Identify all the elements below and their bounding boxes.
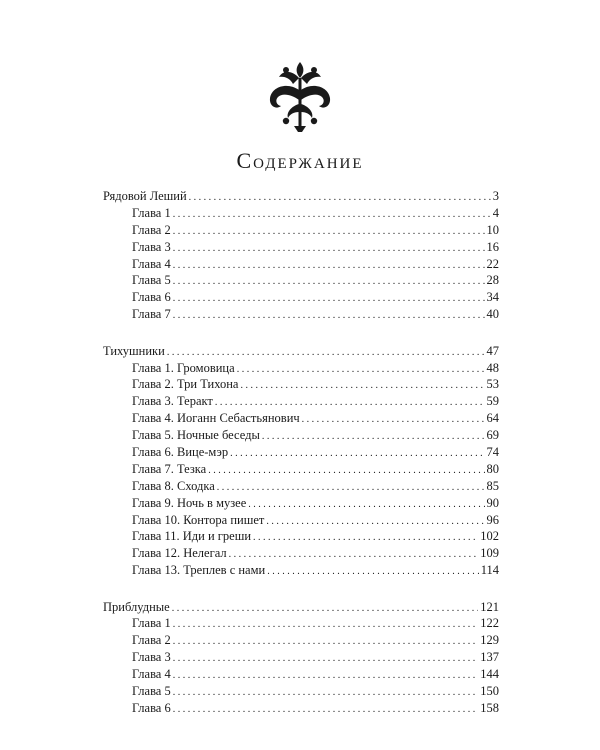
toc-chapter-entry	[103, 700, 499, 717]
decorative-ornament-icon	[266, 60, 334, 132]
toc-entry-label: Глава 2	[132, 633, 171, 648]
toc-section	[103, 343, 499, 579]
toc-entry-label: Рядовой Леший	[103, 189, 187, 203]
toc-entry-page-number: 22	[486, 256, 499, 271]
toc-entry-label: Глава 4	[132, 256, 171, 271]
toc-entry-label: Глава 10. Контора пишет	[132, 512, 265, 527]
dot-leader	[173, 685, 479, 702]
toc-chapter-entry	[103, 562, 499, 579]
toc-chapter-entry	[103, 222, 499, 239]
toc-part-entry	[103, 599, 499, 616]
toc-chapter-entry	[103, 478, 499, 495]
toc-entry-page-number: 47	[486, 343, 499, 358]
toc-entry-label: Глава 5. Ночные беседы	[132, 428, 260, 443]
toc-entry-label: Глава 1. Громовица	[132, 360, 235, 375]
dot-leader	[217, 480, 485, 497]
dot-leader	[208, 463, 484, 480]
toc-chapter-entry	[103, 444, 499, 461]
toc-entry-page-number: 121	[480, 599, 499, 614]
toc-entry-label: Глава 4. Иоганн Себастьянович	[132, 411, 300, 426]
toc-entry-label: Глава 7. Тезка	[132, 461, 207, 476]
dot-leader	[253, 530, 478, 547]
toc-chapter-entry	[103, 256, 499, 273]
toc-entry-page-number: 90	[486, 495, 499, 510]
toc-entry-page-number: 102	[480, 529, 499, 544]
toc-entry-page-number: 69	[486, 428, 499, 443]
table-of-contents	[103, 188, 499, 736]
toc-entry-label: Глава 4	[132, 667, 171, 682]
toc-chapter-entry	[103, 495, 499, 512]
toc-section	[103, 188, 499, 323]
toc-chapter-entry	[103, 289, 499, 306]
dot-leader	[189, 190, 491, 207]
toc-entry-page-number: 85	[486, 478, 499, 493]
dot-leader	[240, 378, 484, 395]
toc-chapter-entry	[103, 239, 499, 256]
dot-leader	[173, 274, 485, 291]
toc-section	[103, 599, 499, 717]
toc-chapter-entry	[103, 649, 499, 666]
toc-entry-label: Глава 3. Теракт	[132, 394, 213, 409]
toc-entry-label: Глава 2. Три Тихона	[132, 377, 239, 392]
toc-entry-page-number: 122	[480, 616, 499, 631]
toc-entry-label: Глава 3	[132, 650, 171, 665]
toc-entry-label: Глава 2	[132, 222, 171, 237]
toc-entry-label: Глава 6. Вице-мэр	[132, 444, 229, 459]
toc-entry-label: Глава 13. Треплев с нами	[132, 563, 266, 578]
toc-entry-page-number: 109	[480, 546, 499, 561]
toc-chapter-entry	[103, 461, 499, 478]
toc-entry-label: Глава 5	[132, 684, 171, 699]
toc-chapter-entry	[103, 393, 499, 410]
dot-leader	[173, 617, 479, 634]
toc-chapter-entry	[103, 205, 499, 222]
toc-entry-page-number: 53	[486, 377, 499, 392]
page-title: Содержание	[236, 148, 364, 173]
toc-chapter-entry	[103, 632, 499, 649]
toc-entry-page-number: 74	[486, 444, 499, 459]
toc-entry-page-number: 4	[492, 205, 499, 220]
toc-entry-label: Тихушники	[103, 343, 165, 358]
toc-entry-page-number: 80	[486, 461, 499, 476]
dot-leader	[248, 497, 484, 514]
toc-entry-label: Глава 7	[132, 307, 171, 322]
dot-leader	[262, 429, 485, 446]
toc-entry-page-number: 144	[480, 667, 499, 682]
dot-leader	[230, 446, 484, 463]
dot-leader	[173, 651, 479, 668]
dot-leader	[173, 702, 479, 719]
toc-entry-page-number: 158	[480, 700, 499, 715]
toc-chapter-entry	[103, 376, 499, 393]
toc-chapter-entry	[103, 666, 499, 683]
toc-entry-page-number: 48	[486, 360, 499, 375]
dot-leader	[266, 514, 484, 531]
toc-chapter-entry	[103, 306, 499, 323]
toc-entry-label: Глава 1	[132, 616, 171, 631]
toc-entry-page-number: 114	[480, 563, 499, 578]
toc-chapter-entry	[103, 545, 499, 562]
toc-entry-label: Приблудные	[103, 599, 170, 614]
toc-entry-page-number: 3	[492, 189, 499, 203]
toc-chapter-entry	[103, 528, 499, 545]
toc-part-entry	[103, 188, 499, 205]
toc-entry-label: Глава 12. Нелегал	[132, 546, 227, 561]
toc-entry-page-number: 28	[486, 273, 499, 288]
toc-chapter-entry	[103, 683, 499, 700]
toc-entry-page-number: 150	[480, 684, 499, 699]
toc-entry-page-number: 16	[486, 239, 499, 254]
toc-entry-label: Глава 6	[132, 700, 171, 715]
dot-leader	[173, 258, 485, 275]
toc-chapter-entry	[103, 512, 499, 529]
toc-entry-label: Глава 8. Сходка	[132, 478, 215, 493]
toc-entry-page-number: 40	[486, 307, 499, 322]
dot-leader	[173, 668, 479, 685]
toc-part-entry	[103, 343, 499, 360]
toc-chapter-entry	[103, 410, 499, 427]
dot-leader	[302, 412, 485, 429]
dot-leader	[267, 564, 479, 581]
toc-entry-page-number: 64	[486, 411, 499, 426]
toc-chapter-entry	[103, 615, 499, 632]
toc-entry-label: Глава 9. Ночь в музее	[132, 495, 247, 510]
dot-leader	[173, 308, 485, 325]
toc-entry-label: Глава 1	[132, 205, 171, 220]
toc-entry-page-number: 59	[486, 394, 499, 409]
dot-leader	[237, 362, 485, 379]
toc-entry-page-number: 137	[480, 650, 499, 665]
toc-entry-page-number: 34	[486, 290, 499, 305]
dot-leader	[173, 224, 485, 241]
toc-entry-page-number: 10	[486, 222, 499, 237]
dot-leader	[173, 291, 485, 308]
toc-entry-label: Глава 11. Иди и греши	[132, 529, 252, 544]
toc-entry-page-number: 96	[486, 512, 499, 527]
dot-leader	[229, 547, 479, 564]
toc-entry-label: Глава 3	[132, 239, 171, 254]
dot-leader	[173, 207, 491, 224]
toc-entry-label: Глава 5	[132, 273, 171, 288]
toc-entry-page-number: 129	[480, 633, 499, 648]
toc-chapter-entry	[103, 272, 499, 289]
toc-entry-label: Глава 6	[132, 290, 171, 305]
dot-leader	[173, 634, 479, 651]
toc-chapter-entry	[103, 360, 499, 377]
dot-leader	[172, 601, 479, 618]
dot-leader	[173, 241, 485, 258]
toc-chapter-entry	[103, 427, 499, 444]
